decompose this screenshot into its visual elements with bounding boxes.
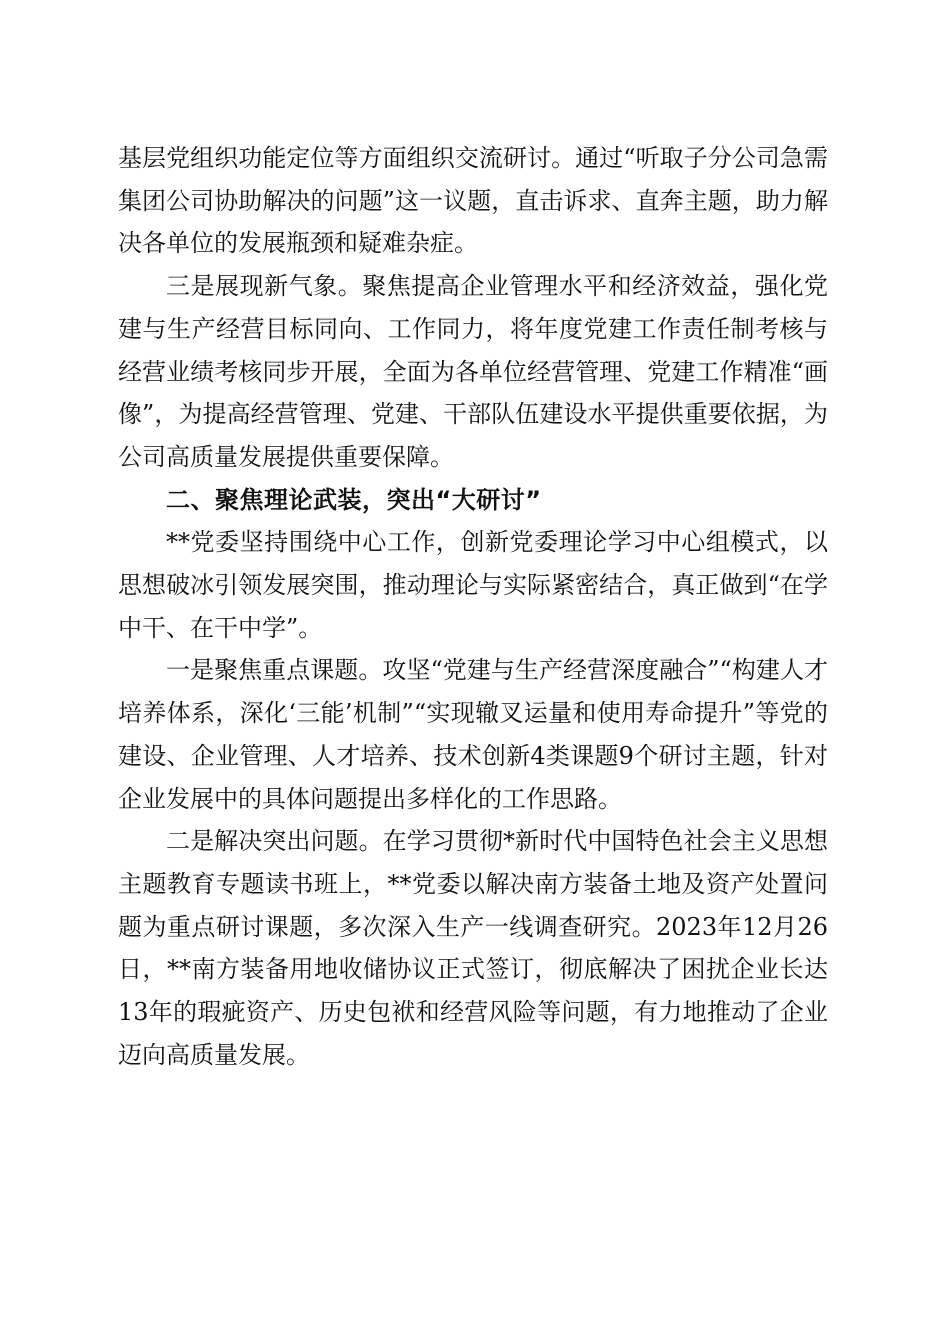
paragraph-intro: **党委坚持围绕中心工作，创新党委理论学习中心组模式，以思想破冰引领发展突围，推动理论与实际紧密结合，真正做到“在学中干、在干中学”。 xyxy=(118,528,828,642)
paragraph-solve-problems: 二是解决突出问题。在学习贯彻*新时代中国特色社会主义思想主题教育专题读书班上，**党委以解决南方装备土地及资产处置问题为重点研讨课题，多次深入生产一线调查研究。2023年12月26日，**南方装备用地收储协议正式签订，彻底解决了困扰企业长达13年的瑕疵资产、历史包袱和经营风险等问题，有力地推动了企业迈向高质量发展。 xyxy=(118,827,828,1069)
document-body xyxy=(118,137,828,1076)
paragraph-key-topics: 一是聚焦重点课题。攻坚“党建与生产经营深度融合”“构建人才培养体系，深化‘三能’机制”“实现辙叉运量和使用寿命提升”等党的建设、企业管理、人才培养、技术创新4类课题9个研讨主题，针对企业发展中的具体问题提出多样化的工作思路。 xyxy=(118,656,828,813)
section-heading: 二、聚焦理论武装，突出“大研讨” xyxy=(166,485,542,514)
paragraph-new-image: 三是展现新气象。聚焦提高企业管理水平和经济效益，强化党建与生产经营目标同向、工作同力，将年度党建工作责任制考核与经营业绩考核同步开展，全面为各单位经营管理、党建工作精准“画像”，为提高经营管理、党建、干部队伍建设水平提供重要依据，为公司高质量发展提供重要保障。 xyxy=(118,272,828,471)
paragraph-continuation: 基层党组织功能定位等方面组织交流研讨。通过“听取子分公司急需集团公司协助解决的问题”这一议题，直击诉求、直奔主题，助力解决各单位的发展瓶颈和疑难杂症。 xyxy=(118,144,828,258)
